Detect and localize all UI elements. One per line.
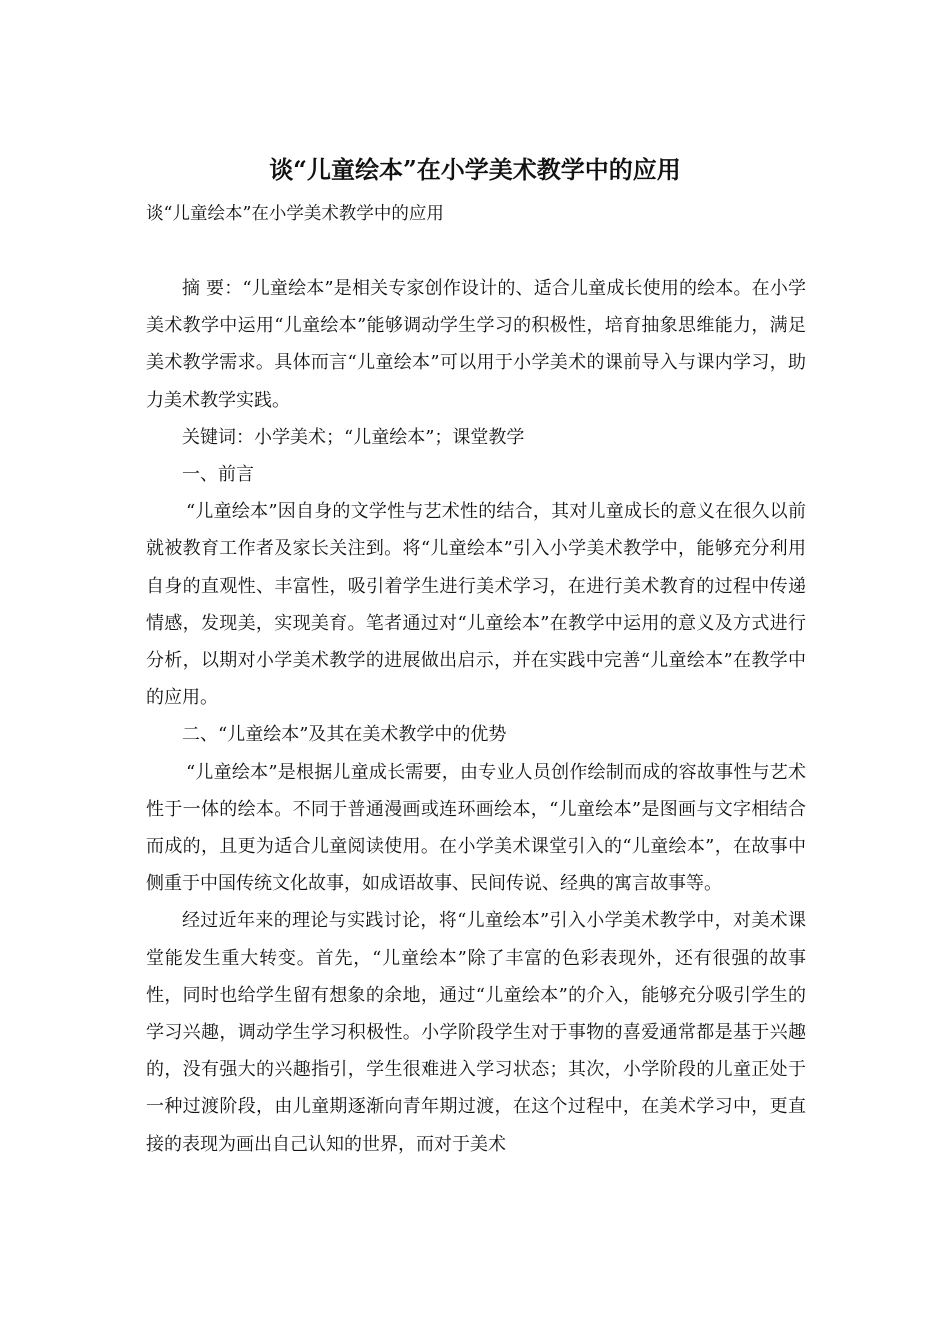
document-subtitle: 谈“儿童绘本”在小学美术教学中的应用 [146, 204, 444, 224]
abstract-paragraph: 摘 要：“儿童绘本”是相关专家创作设计的、适合儿童成长使用的绘本。在小学美术教学中运用“儿童绘本”能够调动学生学习的积极性，培育抽象思维能力，满足美术教学需求。具体而言“儿童绘本”可以用于小学美术的课前导入与课内学习，助力美术教学实践。 [146, 278, 806, 411]
document-title: 谈“儿童绘本”在小学美术教学中的应用 [269, 155, 681, 184]
keywords-line: 关键词：小学美术；“儿童绘本”；课堂教学 [182, 426, 525, 448]
section-2-paragraph-1: “儿童绘本”是根据儿童成长需要，由专业人员创作绘制而成的容故事性与艺术性于一体的绘本。不同于普通漫画或连环画绘本，“儿童绘本”是图画与文字相结合而成的，且更为适合儿童阅读使用。在小学美术课堂引入的“儿童绘本”，在故事中侧重于中国传统文化故事，如成语故事、民间传说、经典的寓言故事等。 [146, 761, 806, 895]
section-1-heading: 一、前言 [182, 464, 254, 486]
document-body [146, 270, 806, 1163]
section-1-paragraph: “儿童绘本”因自身的文学性与艺术性的结合，其对儿童成长的意义在很久以前就被教育工作者及家长关注到。将“儿童绘本”引入小学美术教学中，能够充分利用自身的直观性、丰富性，吸引着学生进行美术学习，在进行美术教育的过程中传递情感，发现美，实现美育。笔者通过对“儿童绘本”在教学中运用的意义及方式进行分析，以期对小学美术教学的进展做出启示，并在实践中完善“儿童绘本”在教学中的应用。 [146, 501, 806, 709]
section-2-heading: 二、“儿童绘本”及其在美术教学中的优势 [182, 724, 507, 746]
section-2-paragraph-2: 经过近年来的理论与实践讨论，将“儿童绘本”引入小学美术教学中，对美术课堂能发生重大转变。首先，“儿童绘本”除了丰富的色彩表现外，还有很强的故事性，同时也给学生留有想象的余地，通过“儿童绘本”的介入，能够充分吸引学生的学习兴趣，调动学生学习积极性。小学阶段学生对于事物的喜爱通常都是基于兴趣的，没有强大的兴趣指引，学生很难进入学习状态；其次，小学阶段的儿童正处于一种过渡阶段，由儿童期逐渐向青年期过渡，在这个过程中，在美术学习中，更直接的表现为画出自己认知的世界，而对于美术 [146, 910, 806, 1155]
